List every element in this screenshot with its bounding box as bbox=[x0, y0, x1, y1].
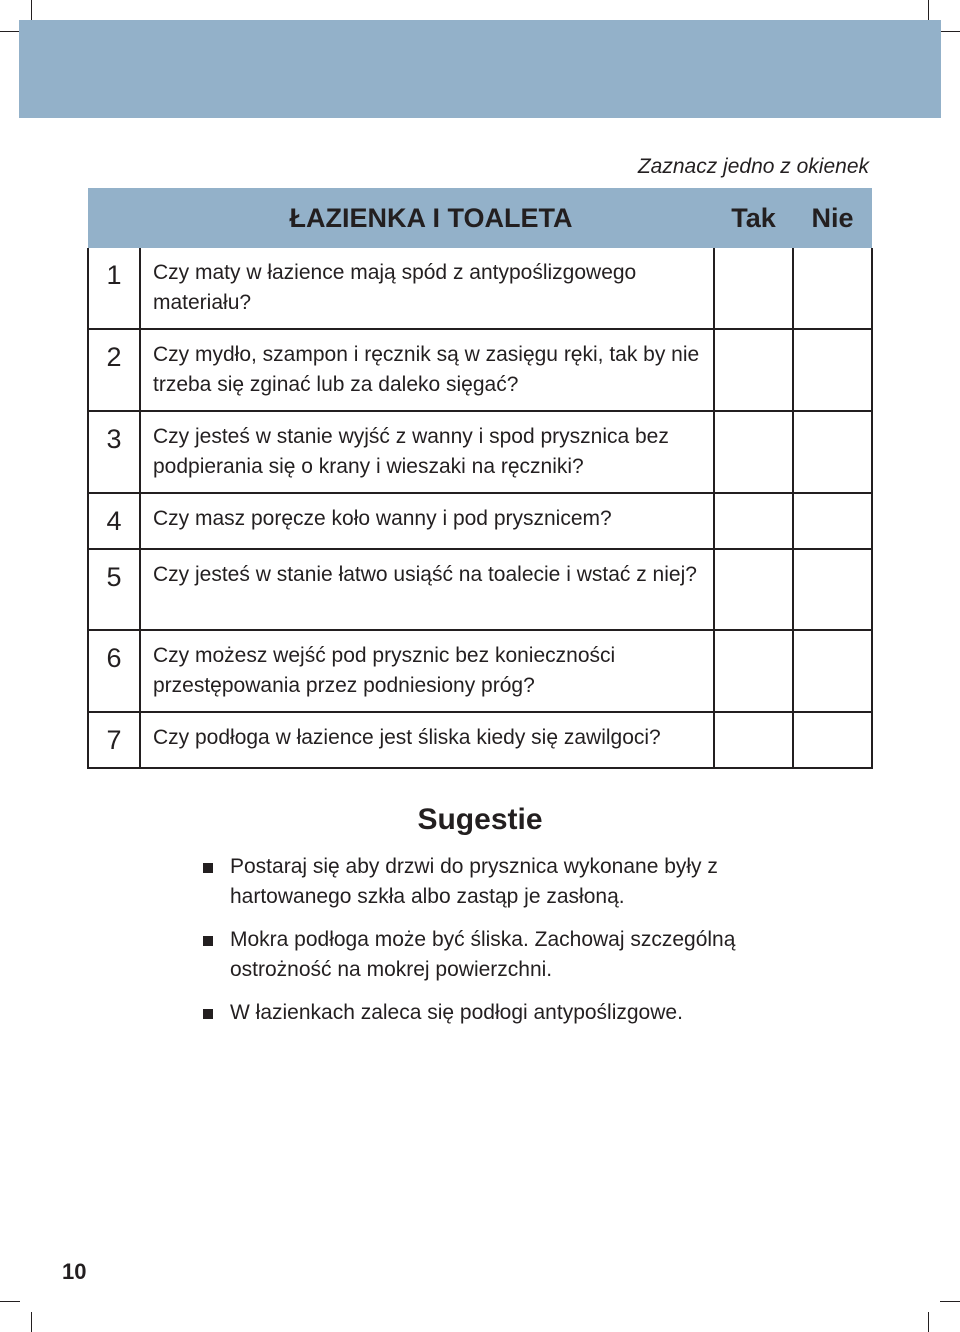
row-number: 4 bbox=[88, 493, 140, 549]
table-row bbox=[88, 493, 872, 549]
table-row bbox=[88, 329, 872, 411]
question-text: Czy jesteś w stanie łatwo usiąść na toalecie i wstać z niej? bbox=[140, 549, 714, 630]
square-bullet-icon bbox=[203, 936, 213, 946]
row-number: 5 bbox=[88, 549, 140, 630]
question-text: Czy jesteś w stanie wyjść z wanny i spod prysznica bez podpierania się o krany i wieszaki na ręczniki? bbox=[140, 411, 714, 493]
crop-mark bbox=[928, 0, 929, 20]
row-number: 1 bbox=[88, 248, 140, 329]
crop-mark bbox=[940, 1301, 960, 1302]
table-row bbox=[88, 411, 872, 493]
question-text: Czy mydło, szampon i ręcznik są w zasięgu ręki, tak by nie trzeba się zginać lub za daleko sięgać? bbox=[140, 329, 714, 411]
list-item bbox=[203, 852, 803, 912]
question-text: Czy masz poręcze koło wanny i pod prysznicem? bbox=[140, 493, 714, 549]
yes-checkbox[interactable] bbox=[714, 712, 793, 768]
table-row bbox=[88, 549, 872, 630]
square-bullet-icon bbox=[203, 1009, 213, 1019]
row-number: 7 bbox=[88, 712, 140, 768]
table-title: ŁAZIENKA I TOALETA bbox=[88, 188, 714, 248]
suggestion-text: Mokra podłoga może być śliska. Zachowaj szczególną ostrożność na mokrej powierzchni. bbox=[230, 928, 736, 981]
no-checkbox[interactable] bbox=[793, 329, 872, 411]
crop-mark bbox=[31, 0, 32, 20]
no-checkbox[interactable] bbox=[793, 630, 872, 712]
yes-checkbox[interactable] bbox=[714, 329, 793, 411]
no-checkbox[interactable] bbox=[793, 493, 872, 549]
table-row bbox=[88, 248, 872, 329]
yes-checkbox[interactable] bbox=[714, 411, 793, 493]
question-text: Czy maty w łazience mają spód z antypoślizgowego materiału? bbox=[140, 248, 714, 329]
no-column-header: Nie bbox=[793, 188, 872, 248]
yes-checkbox[interactable] bbox=[714, 493, 793, 549]
header-banner bbox=[19, 20, 941, 118]
yes-column-header: Tak bbox=[714, 188, 793, 248]
no-checkbox[interactable] bbox=[793, 411, 872, 493]
suggestions-title: Sugestie bbox=[417, 803, 543, 836]
row-number: 2 bbox=[88, 329, 140, 411]
row-number: 3 bbox=[88, 411, 140, 493]
crop-mark bbox=[31, 1312, 32, 1332]
suggestion-text: Postaraj się aby drzwi do prysznica wykonane były z hartowanego szkła albo zastąp je zasłoną. bbox=[230, 855, 718, 908]
crop-mark bbox=[940, 31, 960, 32]
list-item bbox=[203, 925, 803, 985]
crop-mark bbox=[0, 31, 20, 32]
list-item bbox=[203, 998, 803, 1028]
square-bullet-icon bbox=[203, 863, 213, 873]
question-text: Czy możesz wejść pod prysznic bez konieczności przestępowania przez podniesiony próg? bbox=[140, 630, 714, 712]
yes-checkbox[interactable] bbox=[714, 248, 793, 329]
instruction-text: Zaznacz jedno z okienek bbox=[637, 155, 869, 178]
suggestions-list bbox=[203, 852, 803, 1041]
no-checkbox[interactable] bbox=[793, 712, 872, 768]
yes-checkbox[interactable] bbox=[714, 630, 793, 712]
yes-checkbox[interactable] bbox=[714, 549, 793, 630]
no-checkbox[interactable] bbox=[793, 248, 872, 329]
table-row bbox=[88, 630, 872, 712]
table-header bbox=[88, 188, 872, 248]
checklist-table bbox=[87, 188, 873, 769]
crop-mark bbox=[0, 1301, 20, 1302]
question-text: Czy podłoga w łazience jest śliska kiedy się zawilgoci? bbox=[140, 712, 714, 768]
row-number: 6 bbox=[88, 630, 140, 712]
crop-mark bbox=[928, 1312, 929, 1332]
suggestion-text: W łazienkach zaleca się podłogi antypoślizgowe. bbox=[230, 1001, 683, 1024]
table-row bbox=[88, 712, 872, 768]
no-checkbox[interactable] bbox=[793, 549, 872, 630]
page-number: 10 bbox=[62, 1259, 87, 1284]
